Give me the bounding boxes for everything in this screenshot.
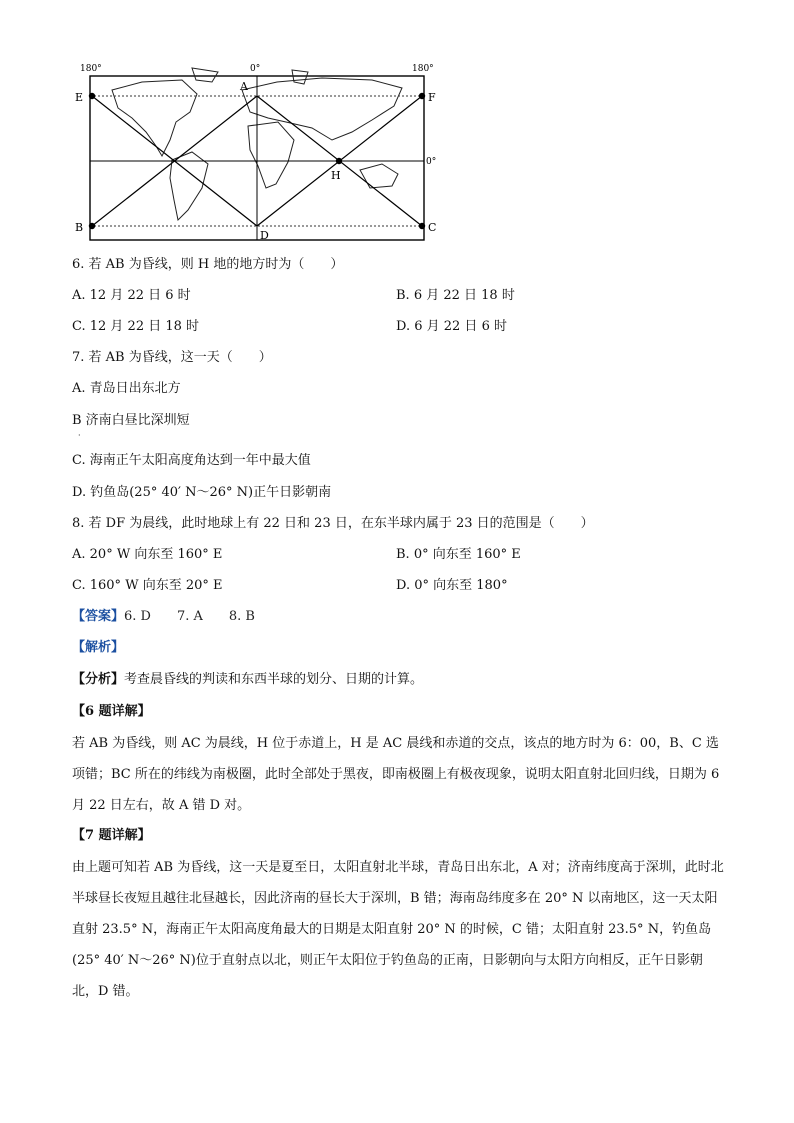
label-F: F: [428, 91, 436, 104]
label-180-left: 180°: [80, 64, 102, 74]
fenxi-text: 考查晨昏线的判读和东西半球的划分、日期的计算。: [124, 672, 424, 687]
point-F: [419, 93, 425, 99]
world-map-figure: [72, 60, 444, 246]
label-H: H: [331, 169, 341, 182]
q6-stem: 6. 若 AB 为昏线，则 H 地的地方时为（ ）: [72, 257, 344, 272]
analysis-heading: [72, 639, 124, 657]
answer-line: [72, 608, 255, 626]
point-B: [89, 223, 95, 229]
q8-option-c: C. 160° W 向东至 20° E: [72, 578, 223, 593]
analysis-tag: 【解析】: [72, 640, 125, 655]
answer-text: 6. D 7. A 8. B: [124, 609, 255, 624]
label-C: C: [428, 221, 437, 234]
q8-stem: 8. 若 DF 为晨线，此时地球上有 22 日和 23 日，在东半球内属于 23 日的范围是（ ）: [72, 516, 594, 531]
q7-option-d: D. 钓鱼岛(25° 40′ N～26° N)正午日影朝南: [72, 485, 332, 500]
q6-option-c: C. 12 月 22 日 18 时: [72, 319, 200, 334]
stray-dot: ·: [78, 431, 81, 440]
detail6-tag: 【6 题详解】: [72, 704, 151, 719]
q7-option-a: A. 青岛日出东北方: [72, 381, 181, 396]
label-A: A: [240, 80, 248, 93]
label-180-right: 180°: [412, 64, 434, 74]
fenxi-line: [72, 671, 423, 689]
q6-option-a: A. 12 月 22 日 6 时: [72, 288, 191, 303]
detail7-tag: 【7 题详解】: [72, 828, 151, 843]
q8-option-a: A. 20° W 向东至 160° E: [72, 547, 223, 562]
q6-option-b: B. 6 月 22 日 18 时: [396, 288, 515, 303]
point-E: [89, 93, 95, 99]
detail7-text: 由上题可知若 AB 为昏线，这一天是夏至日，太阳直射北半球，青岛日出东北，A 对；济南纬度高于深圳，此时北半球昼长夜短且越往北昼越长，因此济南的昼长大于深圳，B 错；海南岛纬度多在 20° N 以南地区，这一天太阳直射 23.5° N，海南正午太阳高度角最大的日期是太阳直射 20° N 的时候，C 错；太阳直射 23.5° N，钓鱼岛(25° 40′ N～26° N)位于直射点以北，则正午太阳位于钓鱼岛的正南，日影朝向与太阳方向相反，正午日影朝北，D 错。: [72, 860, 724, 999]
point-H: [336, 158, 342, 164]
label-0-top: 0°: [250, 64, 261, 74]
label-D: D: [260, 229, 269, 242]
q7-stem: 7. 若 AB 为昏线，这一天（ ）: [72, 350, 272, 365]
q7-option-c: C. 海南正午太阳高度角达到一年中最大值: [72, 453, 311, 468]
q6-option-d: D. 6 月 22 日 6 时: [396, 319, 507, 334]
point-C: [419, 223, 425, 229]
q7-option-b: B 济南白昼比深圳短: [72, 413, 190, 428]
label-E: E: [75, 91, 84, 104]
fenxi-tag: 【分析】: [72, 672, 125, 687]
q8-option-b: B. 0° 向东至 160° E: [396, 547, 521, 562]
answer-tag: 【答案】: [72, 609, 125, 624]
label-equator: 0°: [426, 157, 437, 167]
q8-option-d: D. 0° 向东至 180°: [396, 578, 508, 593]
label-B: B: [75, 221, 84, 234]
detail6-text: 若 AB 为昏线，则 AC 为晨线，H 位于赤道上，H 是 AC 晨线和赤道的交点，该点的地方时为 6：00，B、C 选项错；BC 所在的纬线为南极圈，此时全部处于黑夜，即南极圈上有极夜现象，说明太阳直射北回归线，日期为 6 月 22 日左右，故 A 错 D 对。: [72, 736, 720, 813]
